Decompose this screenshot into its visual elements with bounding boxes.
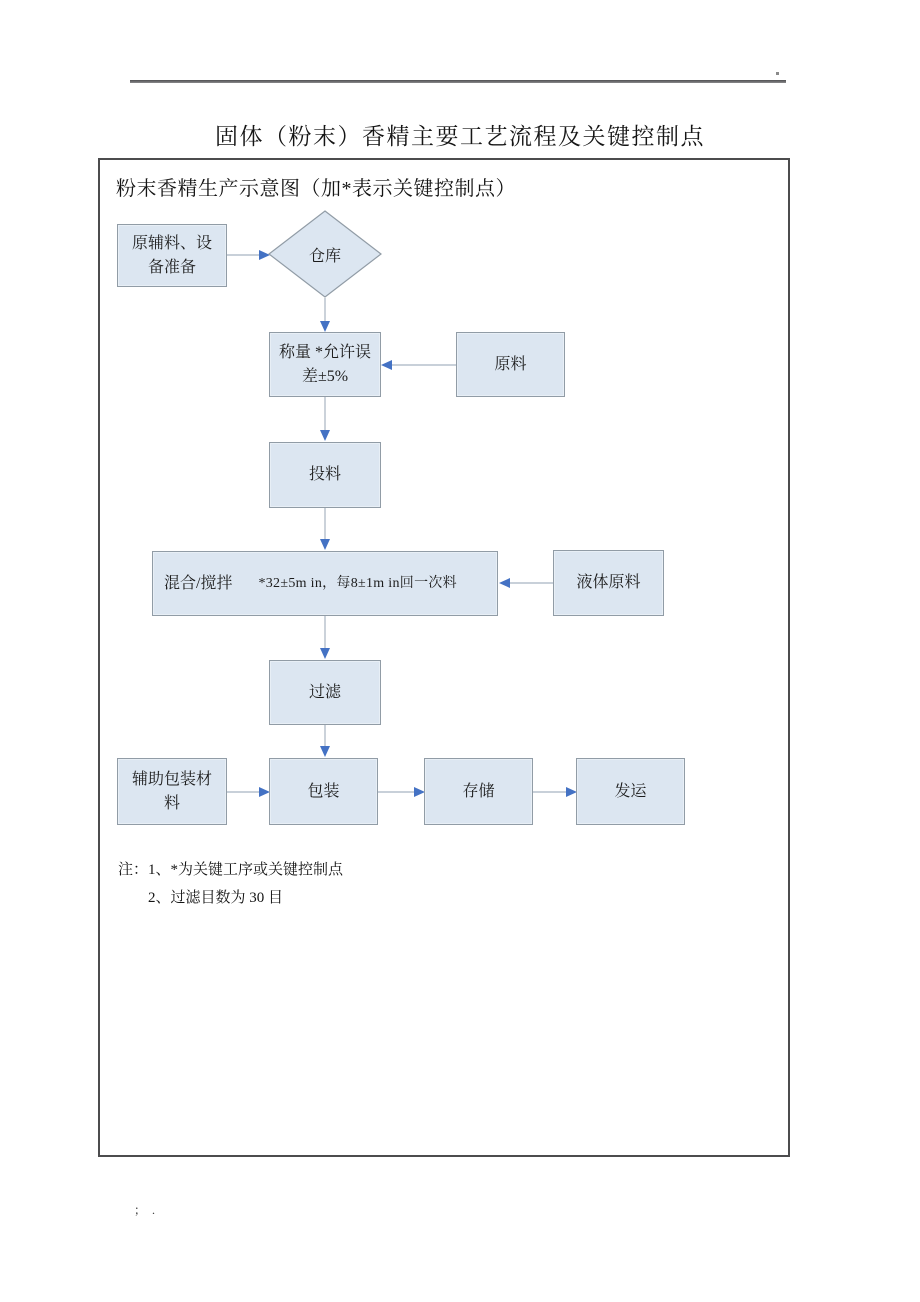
- node-storage: [424, 758, 533, 825]
- diagram-notes: [118, 857, 343, 913]
- flowchart-frame: [98, 158, 790, 1157]
- flow-arrows: [100, 160, 792, 1159]
- node-warehouse: [268, 210, 382, 298]
- diagram-subtitle: 粉末香精生产示意图（加*表示关键控制点）: [116, 178, 516, 200]
- node-filter-label: 过滤: [308, 683, 341, 701]
- node-mix-label: 混合/搅拌: [164, 574, 233, 592]
- node-liquid-label: 液体原料: [576, 574, 641, 591]
- header-rule: [130, 80, 786, 83]
- node-liquid-material: [553, 550, 664, 616]
- node-mix: [152, 551, 498, 616]
- page-title: 固体（粉末）香精主要工艺流程及关键控制点: [215, 124, 705, 149]
- node-filter: [269, 660, 381, 725]
- node-feed-label: 投料: [308, 466, 341, 483]
- note-prefix: 注：: [118, 862, 149, 878]
- note-line-1: [118, 857, 343, 885]
- note-line-2: [148, 885, 343, 913]
- node-auxpack-label: 辅助包装材料: [131, 770, 212, 812]
- node-pack-label: 包装: [307, 782, 340, 800]
- node-prep-label: 原辅料、设备准备: [131, 234, 212, 276]
- node-weigh: [269, 332, 381, 397]
- node-shipping: [576, 758, 685, 825]
- node-warehouse-label: 仓库: [308, 247, 341, 265]
- node-packaging: [269, 758, 378, 825]
- stray-mark: ；.: [134, 1203, 162, 1217]
- node-weigh-label: 称量 *允许误差±5%: [278, 343, 371, 385]
- node-prep: [117, 224, 227, 287]
- node-mix-annotation: *32±5m in，每8±1m in回一次料: [258, 576, 457, 591]
- node-store-label: 存储: [462, 782, 495, 800]
- node-ship-label: 发运: [614, 782, 647, 800]
- node-aux-packaging: [117, 758, 227, 825]
- node-feed: [269, 442, 381, 508]
- note-item-1: 1、*为关键工序或关键控制点: [148, 862, 344, 878]
- node-raw-material: [456, 332, 565, 397]
- node-raw-label: 原料: [494, 355, 527, 373]
- note-item-2: 2、过滤目数为 30 目: [148, 889, 284, 906]
- stray-dot: [776, 72, 779, 75]
